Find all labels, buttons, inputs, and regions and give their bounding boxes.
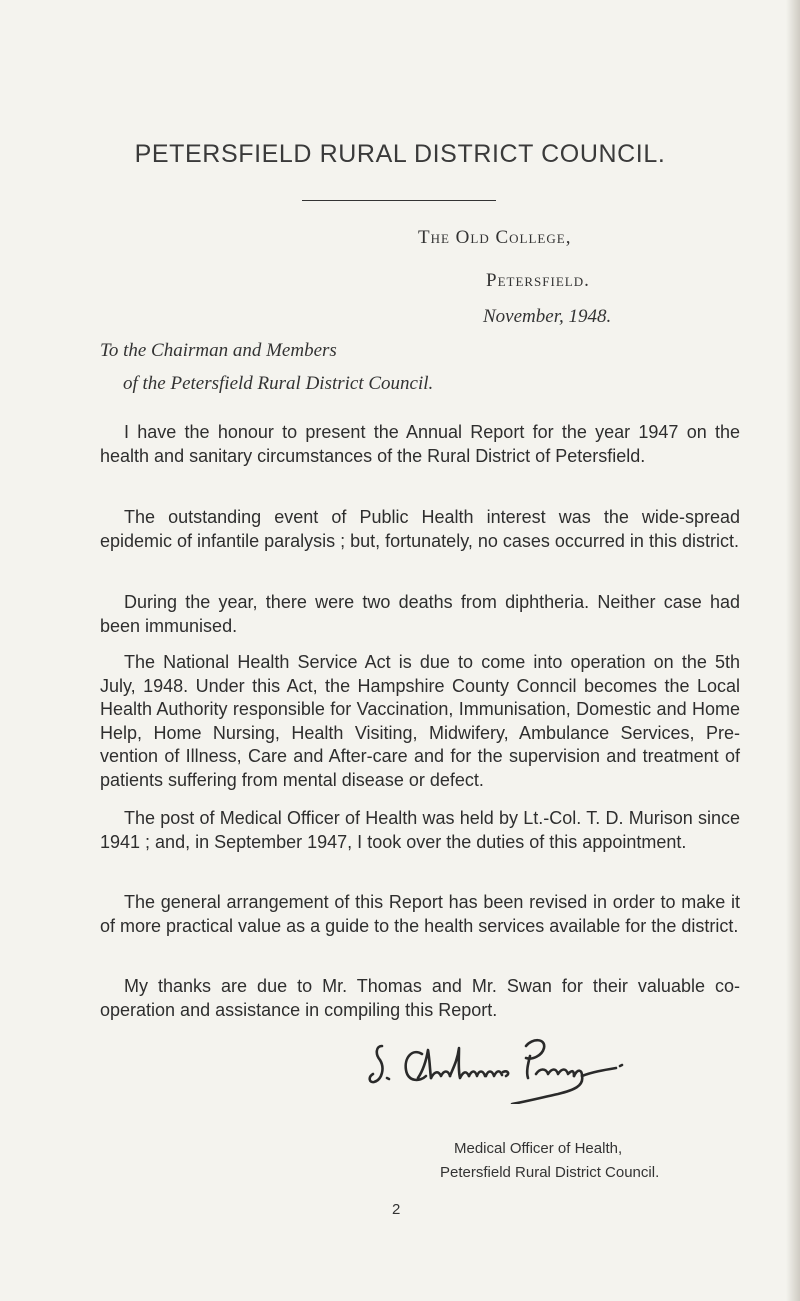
address-line-1: The Old College, <box>418 227 572 248</box>
address-line-2: Petersfield. <box>486 270 590 291</box>
paragraph-epidemic: The outstanding event of Public Health interest was the wide-spread epidemic of infantile paralysis ; but, fortunately, no cases occurred in this district. <box>100 507 740 551</box>
signatory-council: Petersfield Rural District Council. <box>440 1164 660 1181</box>
paragraph-annual-report: I have the honour to present the Annual Report for the year 1947 on the health and sanitary circumstances of the Rural District of Petersfield. <box>100 422 740 466</box>
handwritten-signature <box>360 1032 680 1104</box>
heading-rule <box>302 200 496 201</box>
paragraph-diphtheria: During the year, there were two deaths from diphtheria. Neither case had been immunised. <box>100 592 740 636</box>
page-edge-shadow <box>786 0 800 1301</box>
paragraph-nhs-act: The National Health Service Act is due to come into operation on the 5th July, 1948. Under this Act, the Hampshire County Conncil becomes the Local Health Authority responsible for Vaccination, Immunisation, Domestic and Home Help, Home Nursing, Health Visiting, Midwifery, Ambulance Services, Pre-vention of Illness, Care and After-care and for the supervision and treatment of patients suffering from mental disease or defect. <box>100 652 740 790</box>
paragraph-medical-officer: The post of Medical Officer of Health was held by Lt.-Col. T. D. Murison since 1941 ; and, in September 1947, I took over the duties of this appointment. <box>100 808 740 852</box>
letter-date: November, 1948. <box>483 306 612 327</box>
paragraph-thanks: My thanks are due to Mr. Thomas and Mr. Swan for their valuable co-operation and assistance in compiling this Report. <box>100 976 740 1020</box>
salutation-line-1: To the Chairman and Members <box>100 340 337 361</box>
signatory-title: Medical Officer of Health, <box>454 1140 623 1157</box>
paragraph-report-arrangement: The general arrangement of this Report has been revised in order to make it of more practical value as a guide to the health services available for the district. <box>100 892 740 936</box>
salutation-line-2: of the Petersfield Rural District Council. <box>123 373 434 394</box>
council-heading: PETERSFIELD RURAL DISTRICT COUNCIL. <box>134 140 666 168</box>
page-number: 2 <box>392 1201 401 1218</box>
